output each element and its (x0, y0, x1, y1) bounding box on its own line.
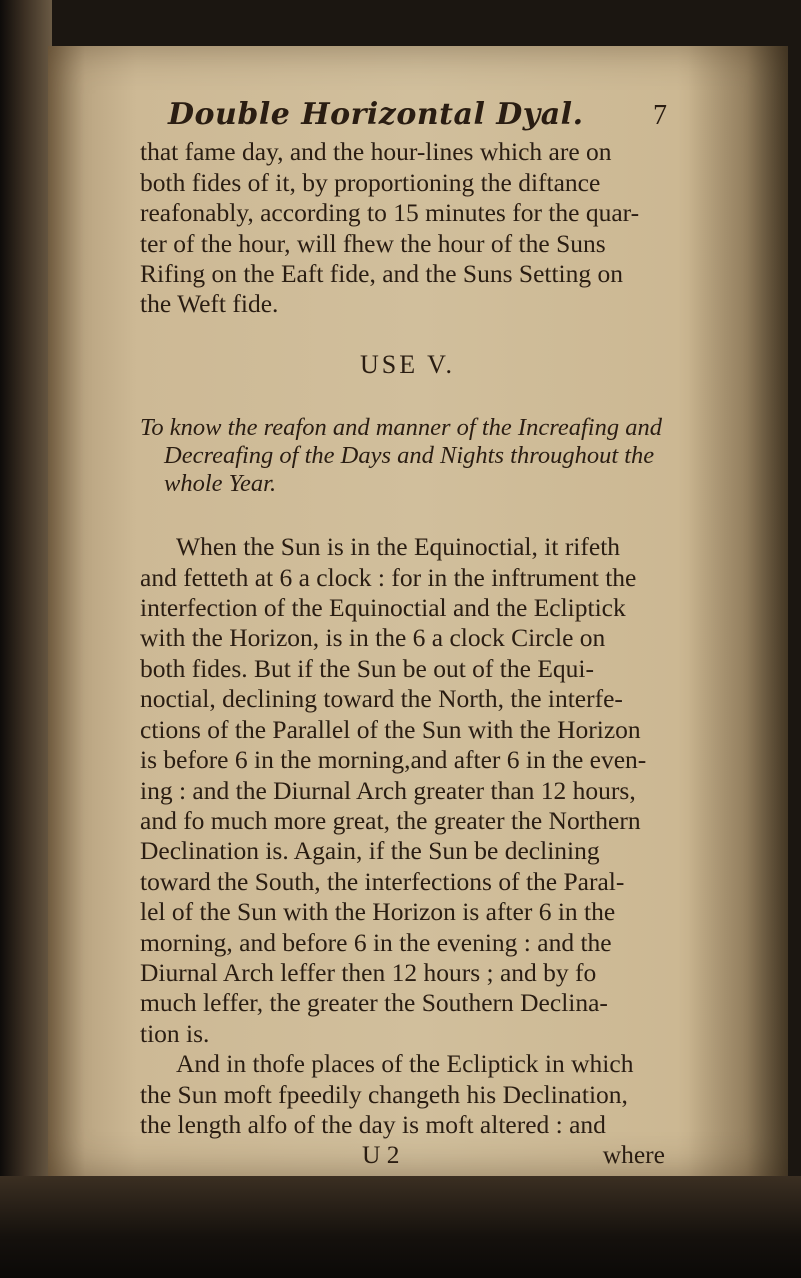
text-line: that fame day, and the hour-lines which are on (140, 137, 612, 167)
text-line: much leffer, the greater the Southern Declina- (140, 988, 608, 1018)
text-line: ctions of the Parallel of the Sun with the Horizon (140, 714, 641, 744)
text-line: the Weft fide. (140, 289, 279, 319)
section-heading: USE V. (359, 349, 456, 379)
subhead-line: whole Year. (164, 470, 277, 498)
catchline (140, 1140, 675, 1170)
subhead-line: To know the reafon and manner of the Increafing and (140, 414, 662, 442)
page-number: 7 (653, 100, 667, 131)
text-line: interfection of the Equinoctial and the Ecliptick (140, 593, 626, 623)
subhead-line: Decreafing of the Days and Nights throughout the (164, 442, 655, 470)
text-line: noctial, declining toward the North, the interfe- (140, 684, 623, 714)
text-line: and fetteth at 6 a clock : for in the inftrument the (140, 562, 637, 592)
running-header (140, 97, 675, 132)
text-line: both fides of it, by proportioning the diftance (140, 167, 601, 197)
paragraph-3 (140, 1049, 675, 1140)
text-line: reafonably, according to 15 minutes for the quar- (140, 198, 640, 228)
page-text (140, 97, 675, 1171)
text-line: Diurnal Arch leffer then 12 hours ; and by fo (140, 957, 597, 987)
book-gutter (0, 0, 52, 1278)
text-line: lel of the Sun with the Horizon is after 6 in the (140, 897, 616, 927)
text-line: is before 6 in the morning,and after 6 in the even- (140, 745, 647, 775)
signature-mark: U 2 (362, 1140, 400, 1170)
text-line: the length alfo of the day is moft altered : and (140, 1109, 606, 1139)
text-line: with the Horizon, is in the 6 a clock Circle on (140, 623, 606, 653)
text-line: When the Sun is in the Equinoctial, it rifeth (176, 532, 621, 562)
text-line: toward the South, the interfections of the Paral- (140, 866, 625, 896)
running-title: Double Horizontal Dyal. (168, 97, 584, 132)
paragraph-1 (140, 137, 675, 319)
text-line: Declination is. Again, if the Sun be declining (140, 836, 600, 866)
paragraph-2 (140, 532, 675, 1049)
text-line: the Sun moft fpeedily changeth his Declination, (140, 1079, 628, 1109)
text-line: ing : and the Diurnal Arch greater than 12 hours, (140, 775, 636, 805)
section-subheading (140, 414, 675, 498)
text-line: ter of the hour, will fhew the hour of the Suns (140, 228, 606, 258)
text-line: both fides. But if the Sun be out of the Equi- (140, 653, 594, 683)
text-line: and fo much more great, the greater the Northern (140, 805, 641, 835)
text-line: And in thofe places of the Ecliptick in which (176, 1049, 634, 1079)
text-line: morning, and before 6 in the evening : and the (140, 927, 612, 957)
text-line: Rifing on the Eaft fide, and the Suns Setting on (140, 259, 624, 289)
catchword: where (602, 1140, 665, 1170)
background-bottom (0, 1176, 801, 1278)
text-line: tion is. (140, 1018, 210, 1048)
page-edge-shadow (688, 46, 788, 1176)
